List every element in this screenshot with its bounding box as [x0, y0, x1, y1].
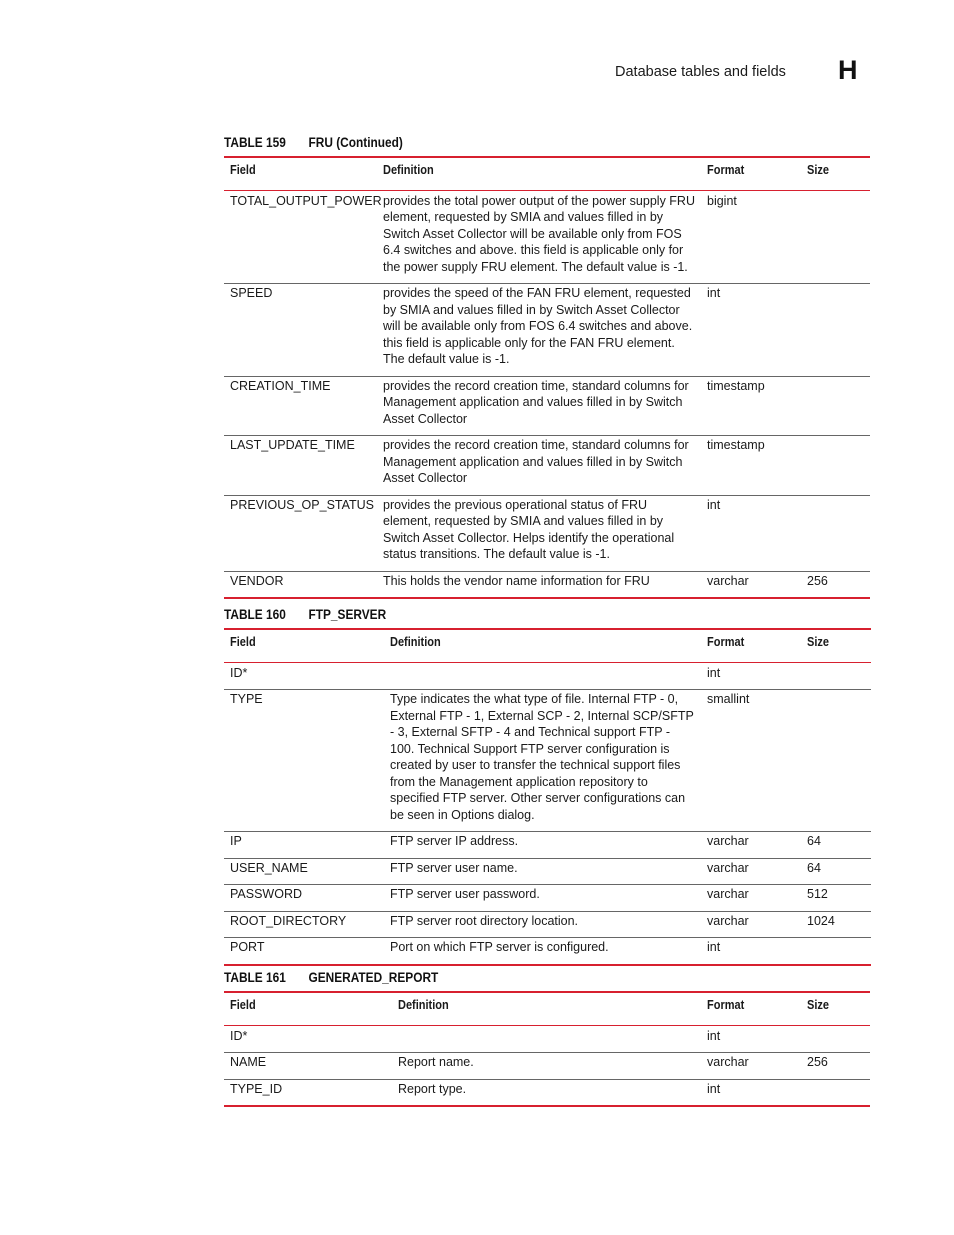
cell-field: SPEED — [224, 284, 377, 377]
column-header-size: Size — [801, 157, 870, 190]
table-160-caption — [224, 607, 386, 622]
table-row — [224, 495, 870, 571]
column-header-size: Size — [801, 629, 871, 662]
cell-field: TYPE — [224, 690, 384, 832]
table-title: GENERATED_REPORT — [308, 970, 439, 985]
table-row — [224, 1053, 870, 1080]
cell-format: smallint — [701, 690, 801, 832]
cell-field: IP — [224, 832, 384, 859]
cell-definition: Report name. — [392, 1053, 701, 1080]
cell-format: varchar — [701, 885, 801, 912]
table-row — [224, 858, 871, 885]
cell-format: varchar — [701, 1053, 801, 1080]
table-row — [224, 938, 871, 965]
cell-definition — [392, 1025, 701, 1053]
table-161-caption — [224, 970, 438, 985]
cell-format: timestamp — [701, 436, 801, 496]
cell-format: varchar — [701, 832, 801, 859]
cell-size — [801, 662, 871, 690]
column-header-format: Format — [701, 157, 801, 190]
cell-definition: This holds the vendor name information for FRU — [377, 571, 701, 598]
cell-definition: provides the record creation time, standard columns for Management application and values filled in by Switch Asset Collector — [377, 436, 701, 496]
cell-definition: provides the previous operational status of FRU element, requested by SMIA and values filled in by Switch Asset Collector. Helps identify the operational status transitions. The default value is -1. — [377, 495, 701, 571]
cell-format: int — [701, 495, 801, 571]
cell-field: TYPE_ID — [224, 1079, 392, 1106]
cell-definition: FTP server user name. — [384, 858, 701, 885]
cell-size — [801, 376, 870, 436]
cell-size — [801, 1025, 870, 1053]
cell-size: 64 — [801, 832, 871, 859]
cell-field: PASSWORD — [224, 885, 384, 912]
cell-size: 256 — [801, 1053, 870, 1080]
cell-format: varchar — [701, 858, 801, 885]
table-row — [224, 1079, 870, 1106]
table-row — [224, 832, 871, 859]
table-number: TABLE 161 — [224, 970, 286, 985]
column-header-definition: Definition — [377, 157, 701, 190]
column-header-field: Field — [224, 157, 377, 190]
cell-size: 256 — [801, 571, 870, 598]
column-header-format: Format — [701, 992, 801, 1025]
cell-format: int — [701, 1079, 801, 1106]
cell-definition: provides the speed of the FAN FRU element, requested by SMIA and values filled in by Switch Asset Collector will be available only from FOS 6.4 switches and above. this field is applicable only for the FAN FRU element. The default value is -1. — [377, 284, 701, 377]
cell-field: VENDOR — [224, 571, 377, 598]
cell-size: 64 — [801, 858, 871, 885]
cell-format: varchar — [701, 911, 801, 938]
column-header-field: Field — [224, 629, 384, 662]
table-number: TABLE 160 — [224, 607, 286, 622]
cell-size — [801, 190, 870, 284]
running-header-title: Database tables and fields — [615, 64, 786, 80]
cell-size — [801, 690, 871, 832]
cell-size — [801, 495, 870, 571]
cell-definition: FTP server root directory location. — [384, 911, 701, 938]
table-row — [224, 690, 871, 832]
table-row — [224, 190, 870, 284]
cell-definition: Port on which FTP server is configured. — [384, 938, 701, 965]
cell-field: PORT — [224, 938, 384, 965]
column-header-definition: Definition — [384, 629, 701, 662]
chapter-letter: H — [838, 55, 858, 85]
cell-field: ID* — [224, 1025, 392, 1053]
cell-definition: FTP server IP address. — [384, 832, 701, 859]
cell-format: int — [701, 284, 801, 377]
table-ftp-server — [224, 628, 871, 966]
table-row — [224, 376, 870, 436]
table-159-caption — [224, 135, 403, 150]
cell-size: 512 — [801, 885, 871, 912]
table-row — [224, 571, 870, 598]
cell-size — [801, 284, 870, 377]
cell-size: 1024 — [801, 911, 871, 938]
table-title: FTP_SERVER — [308, 607, 387, 622]
table-header-row — [224, 157, 870, 190]
column-header-definition: Definition — [392, 992, 701, 1025]
cell-definition: Type indicates the what type of file. Internal FTP - 0, External FTP - 1, External SCP - 2, Internal SCP/SFTP - 3, External SFTP - 4 and Technical support FTP - 100. Technical Support FTP server configuration is created by user to transfer the technical support files from the Management application repository to specified FTP server. Other server configurations can be seen in Options dialog. — [384, 690, 701, 832]
cell-field: CREATION_TIME — [224, 376, 377, 436]
table-row — [224, 911, 871, 938]
table-row — [224, 284, 870, 377]
cell-definition: provides the total power output of the power supply FRU element, requested by SMIA and values filled in by Switch Asset Collector will be available only from FOS 6.4 switches and above. this field is applicable only for the power supply FRU element. The default value is -1. — [377, 190, 701, 284]
table-row — [224, 885, 871, 912]
cell-size — [801, 436, 870, 496]
cell-format: int — [701, 662, 801, 690]
cell-format: bigint — [701, 190, 801, 284]
table-fru — [224, 156, 870, 599]
cell-field: ROOT_DIRECTORY — [224, 911, 384, 938]
cell-definition — [384, 662, 701, 690]
cell-size — [801, 1079, 870, 1106]
column-header-size: Size — [801, 992, 870, 1025]
cell-format: varchar — [701, 571, 801, 598]
cell-format: timestamp — [701, 376, 801, 436]
table-header-row — [224, 992, 870, 1025]
cell-definition: Report type. — [392, 1079, 701, 1106]
cell-definition: FTP server user password. — [384, 885, 701, 912]
table-row — [224, 436, 870, 496]
table-number: TABLE 159 — [224, 135, 286, 150]
cell-field: USER_NAME — [224, 858, 384, 885]
cell-definition: provides the record creation time, standard columns for Management application and values filled in by Switch Asset Collector — [377, 376, 701, 436]
table-row — [224, 1025, 870, 1053]
cell-format: int — [701, 1025, 801, 1053]
column-header-field: Field — [224, 992, 392, 1025]
table-title: FRU (Continued) — [308, 135, 403, 150]
cell-size — [801, 938, 871, 965]
cell-field: LAST_UPDATE_TIME — [224, 436, 377, 496]
cell-format: int — [701, 938, 801, 965]
table-row — [224, 662, 871, 690]
cell-field: PREVIOUS_OP_STATUS — [224, 495, 377, 571]
cell-field: NAME — [224, 1053, 392, 1080]
table-header-row — [224, 629, 871, 662]
table-generated-report — [224, 991, 870, 1107]
column-header-format: Format — [701, 629, 801, 662]
cell-field: ID* — [224, 662, 384, 690]
cell-field: TOTAL_OUTPUT_POWER — [224, 190, 377, 284]
